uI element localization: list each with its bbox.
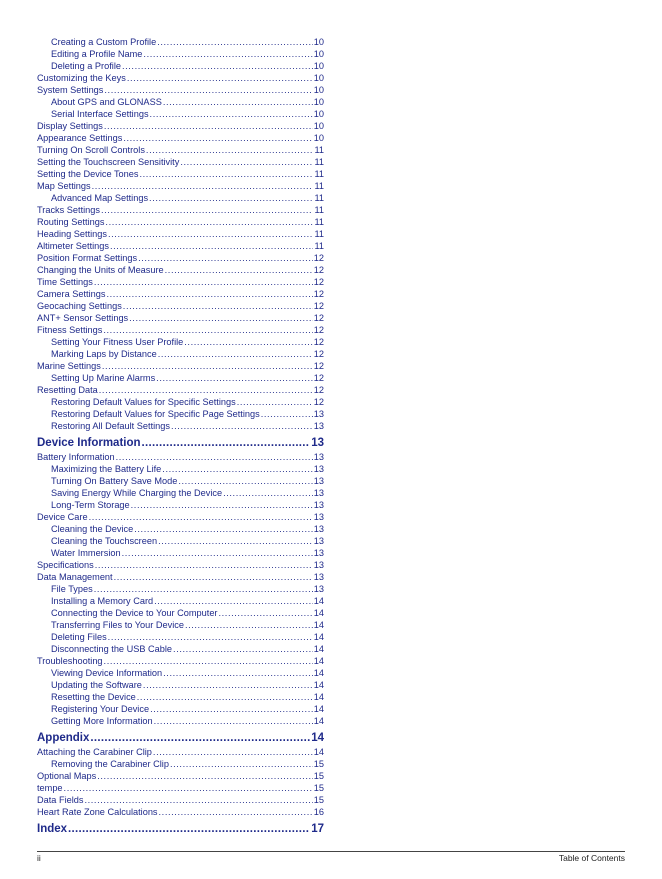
toc-entry-page: 12	[313, 385, 324, 395]
toc-dot-leader	[173, 643, 313, 655]
toc-entry[interactable]	[37, 264, 324, 276]
toc-entry-title: ANT+ Sensor Settings	[37, 313, 129, 323]
toc-dot-leader	[114, 571, 313, 583]
toc-dot-leader	[104, 655, 313, 667]
toc-entry-page: 10	[313, 133, 324, 143]
toc-entry[interactable]	[37, 384, 324, 396]
toc-entry-title: Connecting the Device to Your Computer	[51, 608, 218, 618]
table-of-contents	[37, 36, 324, 837]
toc-entry[interactable]	[37, 619, 324, 631]
toc-entry[interactable]	[37, 36, 324, 48]
toc-entry-title: Registering Your Device	[51, 704, 150, 714]
toc-entry-title: Viewing Device Information	[51, 668, 163, 678]
toc-dot-leader	[178, 475, 312, 487]
toc-dot-leader	[153, 746, 313, 758]
toc-dot-leader	[159, 806, 313, 818]
toc-dot-leader	[84, 794, 312, 806]
toc-entry-page: 14	[313, 644, 324, 654]
toc-entry[interactable]	[37, 48, 324, 60]
toc-entry-page: 12	[313, 289, 324, 299]
toc-entry-page: 12	[313, 265, 324, 275]
toc-entry-page: 10	[313, 73, 324, 83]
toc-dot-leader	[108, 631, 313, 643]
toc-entry[interactable]	[37, 180, 324, 192]
footer-section-title: Table of Contents	[558, 853, 625, 863]
toc-entry-page: 13	[311, 437, 324, 449]
toc-entry-page: 15	[313, 759, 324, 769]
toc-entry-title: System Settings	[37, 85, 104, 95]
toc-entry[interactable]	[37, 276, 324, 288]
toc-entry-title: Map Settings	[37, 181, 91, 191]
toc-entry-page: 12	[313, 253, 324, 263]
toc-entry[interactable]	[37, 691, 324, 703]
toc-entry-title: Time Settings	[37, 277, 93, 287]
toc-entry[interactable]	[37, 607, 324, 619]
toc-entry-title: Editing a Profile Name	[51, 49, 143, 59]
toc-entry[interactable]	[37, 420, 324, 432]
toc-entry-page: 13	[313, 572, 324, 582]
toc-entry-page: 11	[314, 193, 324, 203]
toc-entry-title: Serial Interface Settings	[51, 109, 149, 119]
toc-entry-title: Installing a Memory Card	[51, 596, 154, 606]
toc-entry-page: 11	[314, 169, 324, 179]
toc-entry[interactable]	[37, 192, 324, 204]
toc-entry-title: Cleaning the Device	[51, 524, 134, 534]
toc-dot-leader	[185, 619, 313, 631]
toc-entry[interactable]	[37, 794, 324, 806]
toc-entry-page: 12	[313, 361, 324, 371]
toc-entry-title: Resetting the Device	[51, 692, 136, 702]
toc-entry-title: Removing the Carabiner Clip	[51, 759, 169, 769]
toc-entry-title: Data Management	[37, 572, 113, 582]
toc-entry-title: Resetting Data	[37, 385, 98, 395]
toc-entry-title: Heart Rate Zone Calculations	[37, 807, 158, 817]
toc-entry[interactable]	[37, 84, 324, 96]
toc-entry[interactable]	[37, 228, 324, 240]
toc-section-heading[interactable]	[37, 730, 324, 746]
toc-entry[interactable]	[37, 770, 324, 782]
toc-entry-page: 14	[313, 620, 324, 630]
toc-entry-title: Advanced Map Settings	[51, 193, 149, 203]
toc-entry[interactable]	[37, 156, 324, 168]
toc-entry[interactable]	[37, 463, 324, 475]
toc-entry-page: 14	[313, 608, 324, 618]
toc-entry[interactable]	[37, 583, 324, 595]
toc-entry-page: 13	[313, 512, 324, 522]
toc-dot-leader	[95, 559, 313, 571]
toc-entry[interactable]	[37, 324, 324, 336]
toc-entry-title: Deleting Files	[51, 632, 107, 642]
toc-entry-title: Water Immersion	[51, 548, 121, 558]
toc-entry-page: 14	[313, 716, 324, 726]
toc-entry-title: Position Format Settings	[37, 253, 138, 263]
toc-entry-title: Appearance Settings	[37, 133, 123, 143]
toc-dot-leader	[127, 72, 313, 84]
toc-entry-title: Device Care	[37, 512, 88, 522]
toc-entry[interactable]	[37, 60, 324, 72]
toc-entry-page: 15	[313, 795, 324, 805]
toc-entry-page: 11	[314, 181, 324, 191]
toc-dot-leader	[94, 583, 313, 595]
toc-dot-leader	[163, 667, 313, 679]
toc-entry-page: 11	[314, 205, 324, 215]
toc-entry[interactable]	[37, 216, 324, 228]
toc-entry[interactable]	[37, 758, 324, 770]
toc-entry[interactable]	[37, 547, 324, 559]
toc-entry-title: Geocaching Settings	[37, 301, 122, 311]
toc-entry[interactable]	[37, 511, 324, 523]
toc-dot-leader	[261, 408, 313, 420]
toc-entry-page: 15	[313, 771, 324, 781]
toc-entry[interactable]	[37, 523, 324, 535]
toc-dot-leader	[156, 372, 313, 384]
toc-dot-leader	[184, 336, 313, 348]
toc-dot-leader	[158, 535, 313, 547]
toc-dot-leader	[180, 156, 313, 168]
toc-dot-leader	[106, 288, 312, 300]
toc-dot-leader	[108, 228, 313, 240]
toc-entry-page: 10	[313, 85, 324, 95]
toc-entry[interactable]	[37, 408, 324, 420]
toc-entry[interactable]	[37, 396, 324, 408]
toc-entry-page: 12	[313, 277, 324, 287]
toc-entry-page: 13	[313, 488, 324, 498]
toc-dot-leader	[102, 360, 313, 372]
toc-entry[interactable]	[37, 655, 324, 667]
toc-entry[interactable]	[37, 312, 324, 324]
toc-dot-leader	[110, 240, 313, 252]
toc-dot-leader	[89, 511, 313, 523]
toc-entry-title: Turning On Scroll Controls	[37, 145, 145, 155]
toc-section-heading[interactable]	[37, 435, 324, 451]
toc-dot-leader	[170, 758, 313, 770]
toc-dot-leader	[143, 679, 313, 691]
toc-entry-title: Changing the Units of Measure	[37, 265, 164, 275]
toc-dot-leader	[104, 120, 313, 132]
toc-entry[interactable]	[37, 535, 324, 547]
toc-dot-leader	[149, 192, 313, 204]
toc-dot-leader	[139, 168, 313, 180]
toc-entry-page: 12	[313, 397, 324, 407]
toc-entry[interactable]	[37, 643, 324, 655]
toc-dot-leader	[163, 96, 313, 108]
toc-entry-page: 12	[313, 325, 324, 335]
toc-entry-title: Restoring Default Values for Specific Settings	[51, 397, 236, 407]
toc-dot-leader	[122, 60, 313, 72]
toc-entry-title: Optional Maps	[37, 771, 97, 781]
toc-entry[interactable]	[37, 96, 324, 108]
toc-entry-title: Device Information	[37, 437, 141, 449]
toc-entry-title: Setting Up Marine Alarms	[51, 373, 156, 383]
toc-dot-leader	[103, 324, 312, 336]
toc-entry-page: 12	[313, 373, 324, 383]
toc-entry-title: Troubleshooting	[37, 656, 103, 666]
toc-entry-page: 10	[313, 121, 324, 131]
toc-dot-leader	[97, 770, 313, 782]
toc-dot-leader	[138, 252, 313, 264]
toc-dot-leader	[92, 180, 314, 192]
toc-entry-title: Setting Your Fitness User Profile	[51, 337, 184, 347]
toc-entry-title: Getting More Information	[51, 716, 153, 726]
toc-entry[interactable]	[37, 715, 324, 727]
toc-dot-leader	[123, 300, 313, 312]
footer-page-number: ii	[37, 853, 41, 863]
toc-entry-page: 11	[314, 217, 324, 227]
toc-entry-title: Customizing the Keys	[37, 73, 126, 83]
toc-entry-page: 11	[314, 145, 324, 155]
toc-entry-title: Battery Information	[37, 452, 115, 462]
toc-entry-title: Heading Settings	[37, 229, 107, 239]
toc-dot-leader	[137, 691, 313, 703]
toc-entry-page: 13	[313, 500, 324, 510]
toc-entry-page: 14	[313, 596, 324, 606]
toc-dot-leader	[157, 36, 313, 48]
toc-entry-page: 10	[313, 109, 324, 119]
toc-entry[interactable]	[37, 499, 324, 511]
toc-dot-leader	[162, 463, 312, 475]
toc-entry-page: 13	[313, 524, 324, 534]
toc-entry-page: 11	[314, 229, 324, 239]
toc-entry[interactable]	[37, 679, 324, 691]
toc-entry-page: 12	[313, 337, 324, 347]
toc-dot-leader	[143, 48, 312, 60]
toc-entry-title: Routing Settings	[37, 217, 105, 227]
toc-entry-page: 15	[313, 783, 324, 793]
toc-entry-title: Long-Term Storage	[51, 500, 130, 510]
toc-entry-page: 13	[313, 476, 324, 486]
toc-entry-title: Saving Energy While Charging the Device	[51, 488, 223, 498]
toc-entry[interactable]	[37, 336, 324, 348]
toc-entry-title: Setting the Touchscreen Sensitivity	[37, 157, 180, 167]
toc-entry-title: Creating a Custom Profile	[51, 37, 157, 47]
toc-dot-leader	[134, 523, 313, 535]
toc-entry-page: 14	[311, 732, 324, 744]
toc-entry-page: 13	[313, 452, 324, 462]
toc-entry-title: Fitness Settings	[37, 325, 103, 335]
footer-divider	[37, 851, 625, 852]
toc-entry-title: Attaching the Carabiner Clip	[37, 747, 152, 757]
toc-entry-page: 13	[313, 584, 324, 594]
toc-entry[interactable]	[37, 746, 324, 758]
toc-entry[interactable]	[37, 360, 324, 372]
toc-dot-leader	[154, 595, 313, 607]
toc-entry[interactable]	[37, 204, 324, 216]
toc-entry-page: 11	[314, 241, 324, 251]
toc-entry[interactable]	[37, 451, 324, 463]
toc-dot-leader	[90, 730, 310, 746]
toc-dot-leader	[123, 132, 312, 144]
toc-dot-leader	[237, 396, 313, 408]
toc-entry[interactable]	[37, 475, 324, 487]
toc-entry[interactable]	[37, 132, 324, 144]
toc-entry-page: 13	[313, 536, 324, 546]
toc-entry-page: 10	[313, 49, 324, 59]
toc-entry[interactable]	[37, 631, 324, 643]
toc-entry-page: 10	[313, 61, 324, 71]
toc-entry[interactable]	[37, 782, 324, 794]
toc-dot-leader	[64, 782, 313, 794]
toc-entry-title: Transferring Files to Your Device	[51, 620, 184, 630]
toc-entry-page: 14	[313, 680, 324, 690]
toc-dot-leader	[104, 84, 312, 96]
toc-dot-leader	[142, 435, 311, 451]
toc-entry-page: 13	[313, 421, 324, 431]
toc-entry-page: 13	[313, 548, 324, 558]
toc-entry[interactable]	[37, 595, 324, 607]
toc-dot-leader	[223, 487, 313, 499]
toc-entry-page: 14	[313, 692, 324, 702]
toc-dot-leader	[146, 144, 314, 156]
toc-entry-page: 13	[313, 560, 324, 570]
toc-entry-page: 16	[313, 807, 324, 817]
toc-dot-leader	[150, 703, 313, 715]
toc-entry-title: Restoring All Default Settings	[51, 421, 170, 431]
toc-entry-page: 17	[311, 823, 324, 835]
toc-dot-leader	[131, 499, 313, 511]
toc-entry-page: 14	[313, 668, 324, 678]
toc-entry-title: Specifications	[37, 560, 94, 570]
toc-entry-title: Display Settings	[37, 121, 103, 131]
toc-entry-page: 11	[314, 157, 324, 167]
toc-entry-title: Appendix	[37, 732, 90, 744]
toc-entry-title: Setting the Device Tones	[37, 169, 139, 179]
toc-entry-title: Maximizing the Battery Life	[51, 464, 162, 474]
toc-entry[interactable]	[37, 667, 324, 679]
toc-entry-page: 10	[313, 37, 324, 47]
toc-entry-title: Tracks Settings	[37, 205, 100, 215]
toc-entry[interactable]	[37, 372, 324, 384]
toc-entry-title: Data Fields	[37, 795, 84, 805]
toc-entry-page: 14	[313, 632, 324, 642]
toc-dot-leader	[129, 312, 313, 324]
toc-dot-leader	[150, 108, 313, 120]
toc-entry-title: Marine Settings	[37, 361, 101, 371]
toc-entry[interactable]	[37, 300, 324, 312]
toc-entry-title: Camera Settings	[37, 289, 106, 299]
toc-entry[interactable]	[37, 288, 324, 300]
toc-entry-title: Turning On Battery Save Mode	[51, 476, 178, 486]
toc-dot-leader	[171, 420, 313, 432]
toc-section-heading[interactable]	[37, 821, 324, 837]
toc-entry-title: Cleaning the Touchscreen	[51, 536, 158, 546]
toc-entry-page: 14	[313, 704, 324, 714]
toc-entry-page: 14	[313, 656, 324, 666]
toc-entry-page: 13	[313, 464, 324, 474]
toc-entry-title: Deleting a Profile	[51, 61, 121, 71]
toc-entry-title: File Types	[51, 584, 93, 594]
toc-entry[interactable]	[37, 240, 324, 252]
toc-dot-leader	[101, 204, 313, 216]
toc-entry[interactable]	[37, 168, 324, 180]
toc-entry-title: Updating the Software	[51, 680, 142, 690]
toc-entry[interactable]	[37, 252, 324, 264]
toc-entry[interactable]	[37, 806, 324, 818]
toc-entry-title: Disconnecting the USB Cable	[51, 644, 173, 654]
toc-entry-page: 12	[313, 313, 324, 323]
toc-dot-leader	[122, 547, 313, 559]
toc-entry-page: 10	[313, 97, 324, 107]
toc-entry-title: About GPS and GLONASS	[51, 97, 162, 107]
toc-entry[interactable]	[37, 703, 324, 715]
toc-dot-leader	[116, 451, 313, 463]
toc-entry-page: 12	[313, 301, 324, 311]
toc-dot-leader	[165, 264, 313, 276]
toc-entry-page: 14	[313, 747, 324, 757]
toc-dot-leader	[68, 821, 310, 837]
toc-entry-title: tempe	[37, 783, 63, 793]
toc-entry-title: Index	[37, 823, 68, 835]
toc-dot-leader	[158, 348, 313, 360]
toc-entry[interactable]	[37, 144, 324, 156]
toc-entry[interactable]	[37, 571, 324, 583]
toc-entry[interactable]	[37, 348, 324, 360]
toc-dot-leader	[219, 607, 313, 619]
toc-dot-leader	[105, 216, 313, 228]
toc-entry[interactable]	[37, 108, 324, 120]
toc-dot-leader	[94, 276, 313, 288]
toc-entry-page: 13	[313, 409, 324, 419]
toc-dot-leader	[99, 384, 313, 396]
toc-entry[interactable]	[37, 120, 324, 132]
toc-dot-leader	[154, 715, 313, 727]
toc-entry-title: Marking Laps by Distance	[51, 349, 157, 359]
toc-entry-title: Restoring Default Values for Specific Page Settings	[51, 409, 260, 419]
toc-entry[interactable]	[37, 487, 324, 499]
toc-entry-page: 12	[313, 349, 324, 359]
toc-entry[interactable]	[37, 559, 324, 571]
toc-entry[interactable]	[37, 72, 324, 84]
toc-entry-title: Altimeter Settings	[37, 241, 109, 251]
